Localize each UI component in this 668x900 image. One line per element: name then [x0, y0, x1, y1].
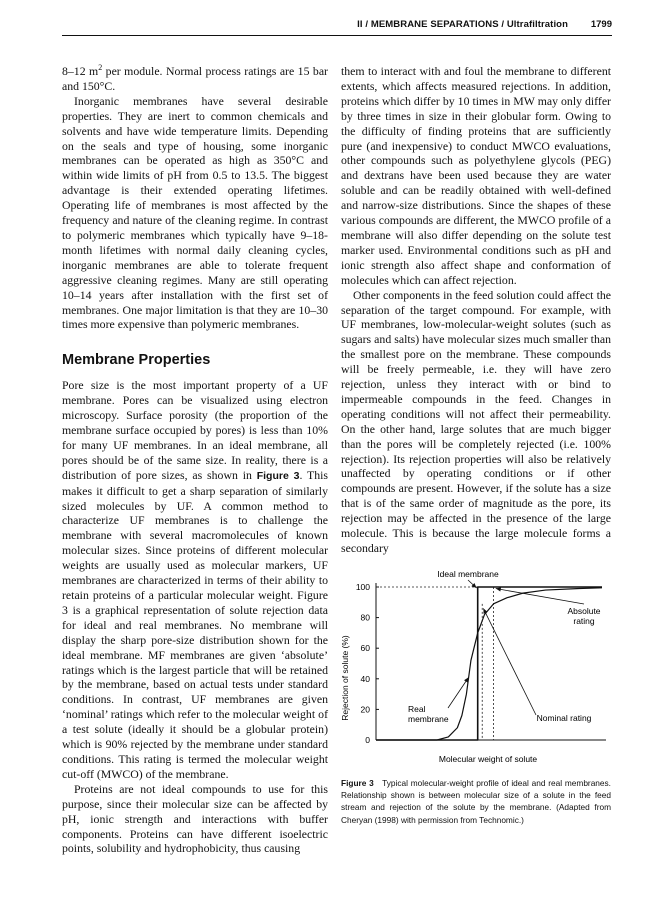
y-tick-label: 20	[360, 704, 370, 715]
y-tick-label: 80	[360, 612, 370, 623]
annotation-real-membrane: Real membrane	[408, 704, 449, 724]
y-axis-label: Rejection of solute (%)	[340, 635, 350, 721]
figure-3-chart	[336, 566, 616, 774]
y-tick-label: 100	[355, 582, 370, 592]
header-rule	[62, 35, 612, 36]
section-heading: Membrane Properties	[62, 352, 211, 369]
annotation-nominal-rating: Nominal rating	[536, 713, 592, 723]
running-header	[62, 15, 612, 35]
caption-text: Typical molecular-weight profile of ideal and real membranes. Relationship shown is between molecular size of a solute in the feed stream and rejection of the solute by the membrane. (Adapted from Cheryan (1998) with permission from Technomic.)	[341, 778, 611, 825]
y-tick-label: 40	[360, 673, 370, 684]
running-header-title: II / MEMBRANE SEPARATIONS / Ultrafiltration	[357, 19, 568, 30]
text-span: 8–12 m	[62, 64, 99, 78]
right-column	[341, 64, 611, 556]
y-tick-label: 60	[360, 643, 370, 654]
paragraph: Proteins are not ideal compounds to use for this purpose, since their molecular size can be affected by pH, ionic strength and interactions with buffer components. Proteins can have different isoelectric points, solubility and hydrophobicity, thus causing	[62, 781, 328, 856]
paragraph: Other components in the feed solution could affect the separation of the target compound. For example, with UF membranes, low-molecular-weight solutes (such as sugars and salts) have molecular sizes much smaller than the smallest pore on the membrane. These compounds will be freely permeable, i.e. they will have zero rejection, unless they interact with or bind to impermeable compounds in the feed. Changes in operating conditions will not affect their permeability. On the other hand, large solutes that are much bigger than the pores will be completely rejected (i.e. 100% rejection). Its rejection properties will also be relatively unaffected by operating conditions or if other compounds are present. However, if the solute has a size that is of the same order of magnitude as the pore, its rejection may be affected in the presence of the large molecule. This is because the large molecule forms a secondary	[341, 287, 611, 555]
x-axis-label: Molecular weight of solute	[438, 754, 538, 764]
figure-reference: Figure 3	[256, 469, 300, 482]
arrow-absolute-rating-head	[496, 587, 501, 591]
y-tick-label: 0	[365, 735, 370, 745]
annotations	[408, 569, 601, 724]
arrow-real-membrane-line	[448, 677, 469, 708]
paragraph: Inorganic membranes have several desirable properties. They are inert to common chemicals and solvents and have wide temperature limits. Depending on the seals and type of housing, some inorganic membranes can be operated as high as 350°C and within wide limits of pH from 0.5 to 13.5. The biggest advantage is their extended operating lifetimes. Operating life of membranes is most affected by the frequency and nature of the cleaning regime. In contrast to polymeric membranes which typically have 9–18-month lifetimes with normal daily cleaning cycles, inorganic membranes are able to tolerate frequent aggressive cleaning regimes. Many are still operating 10–14 years after installation with the first set of membranes. One major limitation is that they are 10–30 times more expensive than polymeric membranes.	[62, 93, 328, 332]
chart-svg	[336, 566, 616, 774]
text-span: per module. Normal process ratings are 15 bar and 150°C.	[62, 64, 328, 93]
left-column	[62, 64, 328, 856]
arrow-nominal-rating-line	[483, 608, 536, 715]
paragraph	[62, 64, 328, 94]
superscript: 2	[98, 63, 103, 73]
figure-caption	[341, 777, 611, 826]
annotation-absolute-rating: Absolute rating	[567, 606, 601, 626]
text-span: . This makes it difficult to get a sharp separation of similarly sized molecules by UF. A common method to characterize UF membranes is to challenge the membrane with several macromolecules of known molecular sizes. Since proteins of different molecular weights are usually used as molecular markers, UF membranes are characterized in terms of their ability to retain proteins of a particular molecular weight. Figure 3 is a graphical representation of solute rejection data for ideal and real membranes. No membrane will display the sharp pore-size distribution shown for the ideal membrane. MF membranes are given ‘absolute’ ratings which is the largest particle that will be retained by the membrane, based on actual tests under standard conditions. In contrast, UF membranes are given ‘nominal’ ratings which refer to the molecular weight of a test solute (ideally it should be a globular protein) which is 90% rejected by the membrane under standard conditions. This rating is termed the molecular weight cut-off (MWCO) of the membrane.	[62, 467, 328, 781]
paragraph	[62, 378, 328, 781]
text-span: Pore size is the most important property of a UF membrane. Pores can be visualized using electron microscopy. Surface porosity (the proportion of the membrane surface occupied by pores) is less than 10% for many UF membranes. In an ideal membrane, all pores should be of the same size. In reality, there is a distribution of pore sizes, as shown in	[62, 378, 328, 482]
paragraph: them to interact with and foul the membrane to different extents, which affects measured rejections. In addition, proteins which differ by 10 times in MW may only differ by three times in size in their globular form. Owing to the difficulty of finding proteins that are sufficiently pure (and inexpensive) to conduct MWCO evaluations, other compounds such as polyethylene glycols (PEG) and dextrans have been used because they are water soluble and can be readily obtained with well-defined and narrow-size distributions. Since the shapes of these various compounds are different, the MWCO profile of a membrane will also differ depending on the solute test marker used. Environmental conditions such as pH and ionic strength also affect shape and conformation of molecules which can affect rejection.	[341, 64, 611, 287]
caption-label: Figure 3	[341, 778, 374, 788]
annotation-ideal-membrane: Ideal membrane	[437, 569, 499, 579]
page-number: 1799	[590, 19, 612, 30]
